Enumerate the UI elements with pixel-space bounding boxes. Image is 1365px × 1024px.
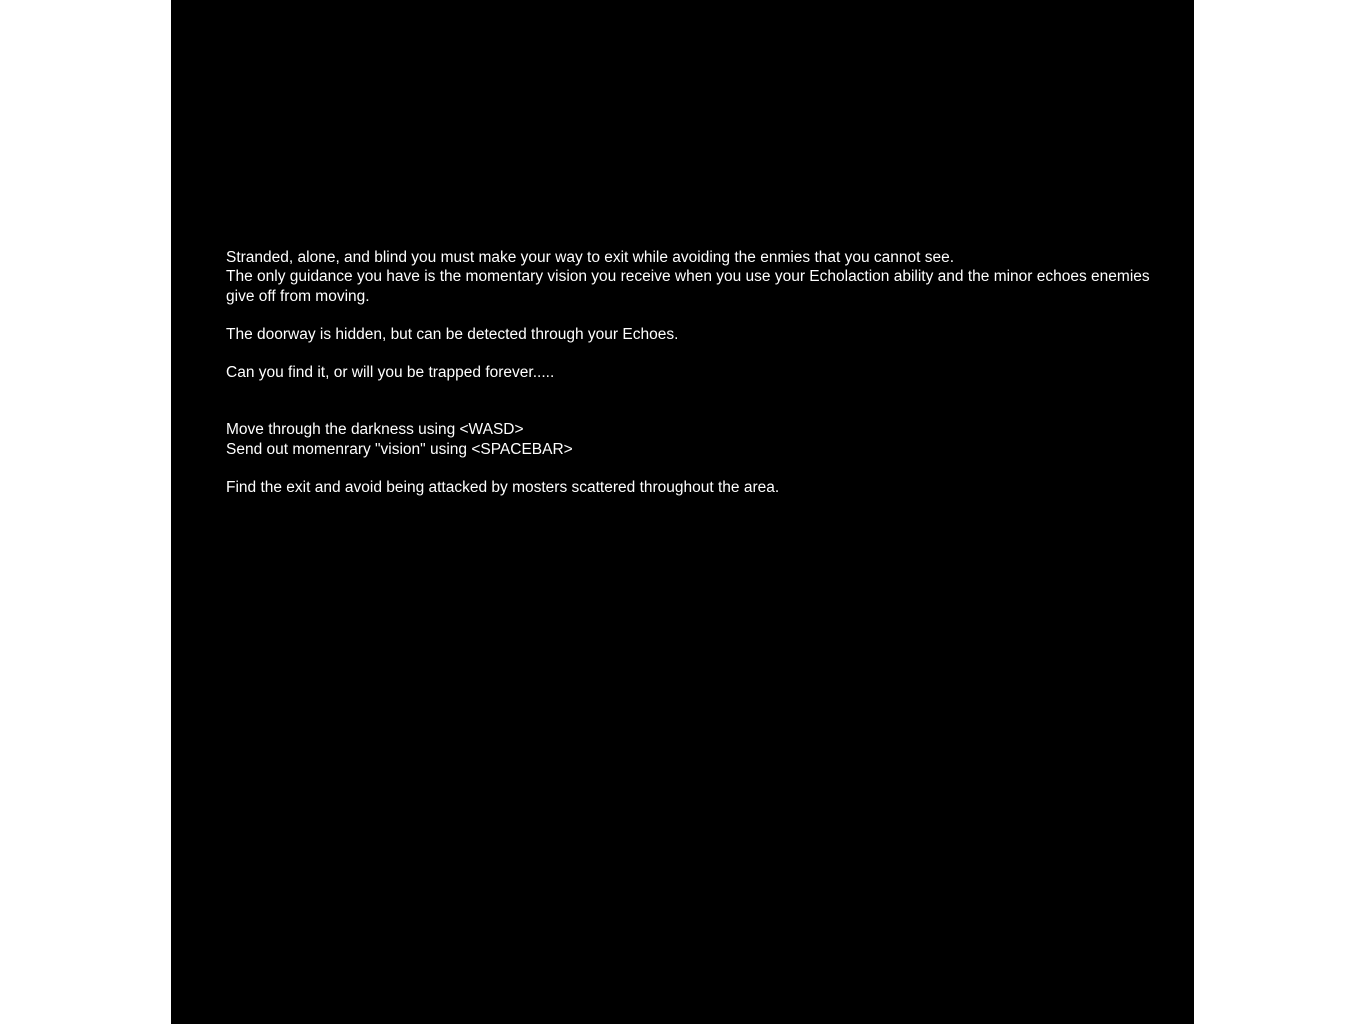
intro-text-block [226, 248, 1166, 497]
controls-vision: Send out momenrary "vision" using <SPACEBAR> [226, 440, 573, 458]
objective-text: Find the exit and avoid being attacked by mosters scattered throughout the area. [226, 479, 780, 497]
controls-move: Move through the darkness using <WASD> [226, 421, 524, 439]
story-line-2: The only guidance you have is the momentary vision you receive when you use your Echolaction ability and the minor echoes enemies give off from moving. [226, 268, 1154, 305]
story-line-3: The doorway is hidden, but can be detected through your Echoes. [226, 325, 679, 343]
story-line-4: Can you find it, or will you be trapped forever..... [226, 364, 555, 382]
story-line-1: Stranded, alone, and blind you must make your way to exit while avoiding the enmies that you cannot see. [226, 249, 955, 266]
game-canvas[interactable] [171, 0, 1194, 1024]
